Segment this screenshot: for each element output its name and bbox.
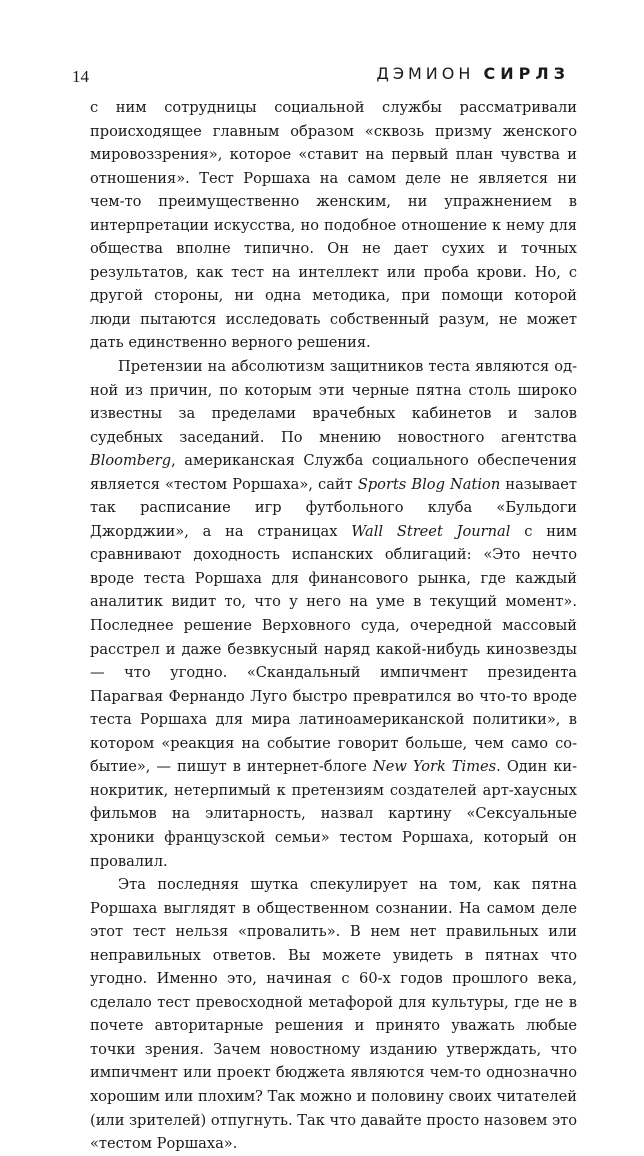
text-run: с ним сотрудницы социальной службы рассматривали происходящее главным образом «сквозь призму женского мировоззрения», которое «ставит на первый план чувства и отношения». Тест Роршаха на самом деле не является ни чем-то преимущественно женским, ни упражнением в интерпретации искусства, но подобное отношение к нему для общества вполне типично. Он не дает сухих и точных результатов, как тест на интеллект или проба крови. Но, с другой стороны, ни одна методика, при помощи которой люди пытаются исследовать собственный разум, не может дать единственно верного решения. (90, 99, 577, 352)
text-run: Претензии на абсолютизм защитников теста являются одной из причин, по которым эти черные пятна столь широко известны за пределами врачебных кабинетов и залов судебных заседаний. По мнению новостного агентства (90, 358, 577, 446)
italic-title: New York Times (372, 758, 497, 776)
author-last-name: СИРЛЗ (483, 64, 570, 83)
text-run: называет так расписание игр футбольного клуба «Бульдоги Джорджии», а на страницах (90, 475, 577, 540)
page-number: 14 (72, 67, 89, 86)
text-run: с ним сравнивают доходность испанских облигаций: «Это нечто вроде теста Роршаха для финансового рынка, где каждый аналитик видит то, что у него на уме в текущий момент». Последнее решение Верховного суда, очередной массовый расстрел и даже безвкусный наряд какой-нибудь кинозвезды — что угодно. «Скандальный импичмент президента Парагвая Фернандо Луго быстро превратился во что-то вроде теста Роршаха для мира латиноамериканской политики», в котором «реакция на событие говорит больше, чем само событие», — пишут в интернет-блоге (90, 522, 577, 776)
paragraph-2 (90, 355, 577, 873)
italic-title: Bloomberg (90, 452, 172, 470)
italic-title: Wall Street Journal (351, 522, 511, 540)
page-header (72, 64, 570, 88)
text-run: Эта последняя шутка спекулирует на том, как пятна Роршаха выглядят в общественном сознании. На самом деле этот тест нельзя «провалить». В нем нет правильных или неправильных ответов. Вы можете увидеть в пятнах что угодно. Именно это, начиная с 60-х годов прошлого века, сделало тест превосходной метафорой для культуры, где не в почете авторитарные решения и принято уважать любые точки зрения. Зачем новостному изданию утверждать, что импичмент или проект бюджета являются чем-то однозначно хорошим или плохим? Так можно и половину своих читателей (или зрителей) отпугнуть. Так что давайте просто назовем это «тестом Роршаха». (90, 876, 577, 1153)
author-first-name: ДЭМИОН (376, 64, 475, 83)
italic-title: Sports Blog Nation (357, 475, 501, 493)
paragraph-1 (90, 96, 577, 355)
body-text (90, 96, 577, 1156)
paragraph-3 (90, 873, 577, 1156)
text-run: , американская Служба социального обеспечения является «тестом Роршаха», сайт (90, 452, 577, 493)
running-head (376, 64, 570, 83)
text-run: . Один кинокритик, нетерпимый к претензиям создателей арт-хаусных фильмов на элитарность, назвал картину «Сексуальные хроники французской семьи» тестом Роршаха, который он провалил. (90, 758, 578, 870)
